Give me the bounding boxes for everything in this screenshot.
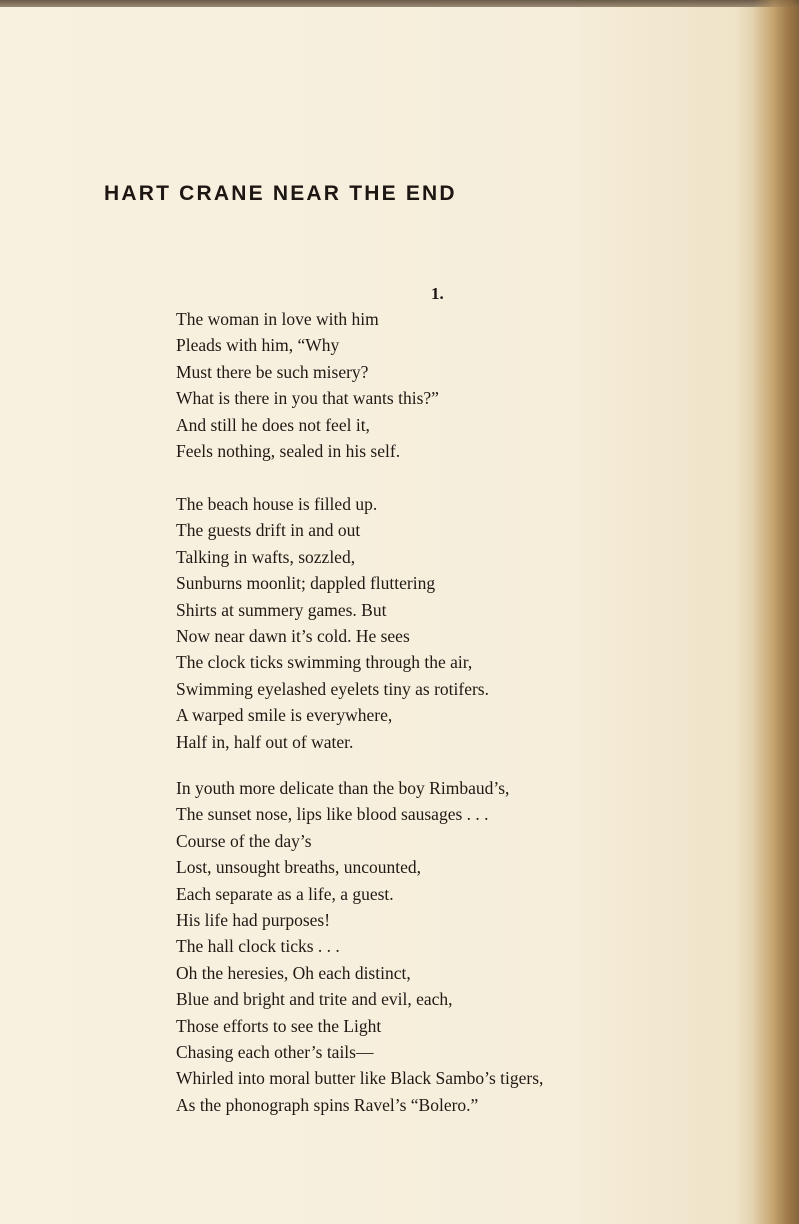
poem-line: Shirts at summery games. But bbox=[176, 599, 387, 620]
poem-line: Sunburns moonlit; dappled fluttering bbox=[176, 573, 436, 594]
page-top-edge bbox=[0, 0, 799, 7]
poem-line: The guests drift in and out bbox=[176, 520, 361, 541]
poem-line: Feels nothing, sealed in his self. bbox=[176, 441, 401, 462]
poem-line: And still he does not feel it, bbox=[176, 414, 370, 435]
poem-line: The woman in love with him bbox=[176, 309, 379, 329]
poem-line: Chasing each other’s tails— bbox=[176, 1042, 374, 1063]
poem-title: HART CRANE NEAR THE END bbox=[104, 182, 457, 205]
poem-line: The clock ticks swimming through the air, bbox=[176, 652, 473, 673]
poem-line: A warped smile is everywhere, bbox=[176, 705, 393, 726]
poem-line: Blue and bright and trite and evil, each, bbox=[176, 989, 453, 1010]
book-spine-shadow bbox=[753, 0, 799, 1224]
poem-line: Lost, unsought breaths, uncounted, bbox=[176, 857, 421, 878]
poem-line: His life had purposes! bbox=[176, 910, 331, 931]
poem-line: Each separate as a life, a guest. bbox=[176, 883, 394, 904]
section-number: 1. bbox=[431, 284, 444, 303]
poem-line: Must there be such misery? bbox=[176, 361, 369, 382]
poem-line: The hall clock ticks . . . bbox=[176, 936, 340, 957]
poem-line: As the phonograph spins Ravel’s “Bolero.” bbox=[176, 1094, 479, 1115]
stanza-3 bbox=[176, 775, 716, 1118]
poem-line: In youth more delicate than the boy Rimbaud’s, bbox=[176, 778, 510, 798]
poem-line: Now near dawn it’s cold. He sees bbox=[176, 626, 410, 647]
poem-line: Swimming eyelashed eyelets tiny as rotifers. bbox=[176, 678, 489, 699]
poem-line: Those efforts to see the Light bbox=[176, 1015, 382, 1036]
poem-line: The sunset nose, lips like blood sausages . . . bbox=[176, 804, 489, 825]
stanza-2 bbox=[176, 491, 716, 755]
poem-line: What is there in you that wants this?” bbox=[176, 388, 439, 409]
poem-line: Half in, half out of water. bbox=[176, 731, 354, 752]
stanza-1 bbox=[176, 306, 716, 464]
poem-line: The beach house is filled up. bbox=[176, 494, 378, 514]
poem-line: Pleads with him, “Why bbox=[176, 335, 340, 356]
poem-line: Course of the day’s bbox=[176, 830, 312, 851]
poem-line: Talking in wafts, sozzled, bbox=[176, 546, 356, 567]
poem-line: Oh the heresies, Oh each distinct, bbox=[176, 962, 411, 983]
poem-line: Whirled into moral butter like Black Sambo’s tigers, bbox=[176, 1068, 544, 1089]
